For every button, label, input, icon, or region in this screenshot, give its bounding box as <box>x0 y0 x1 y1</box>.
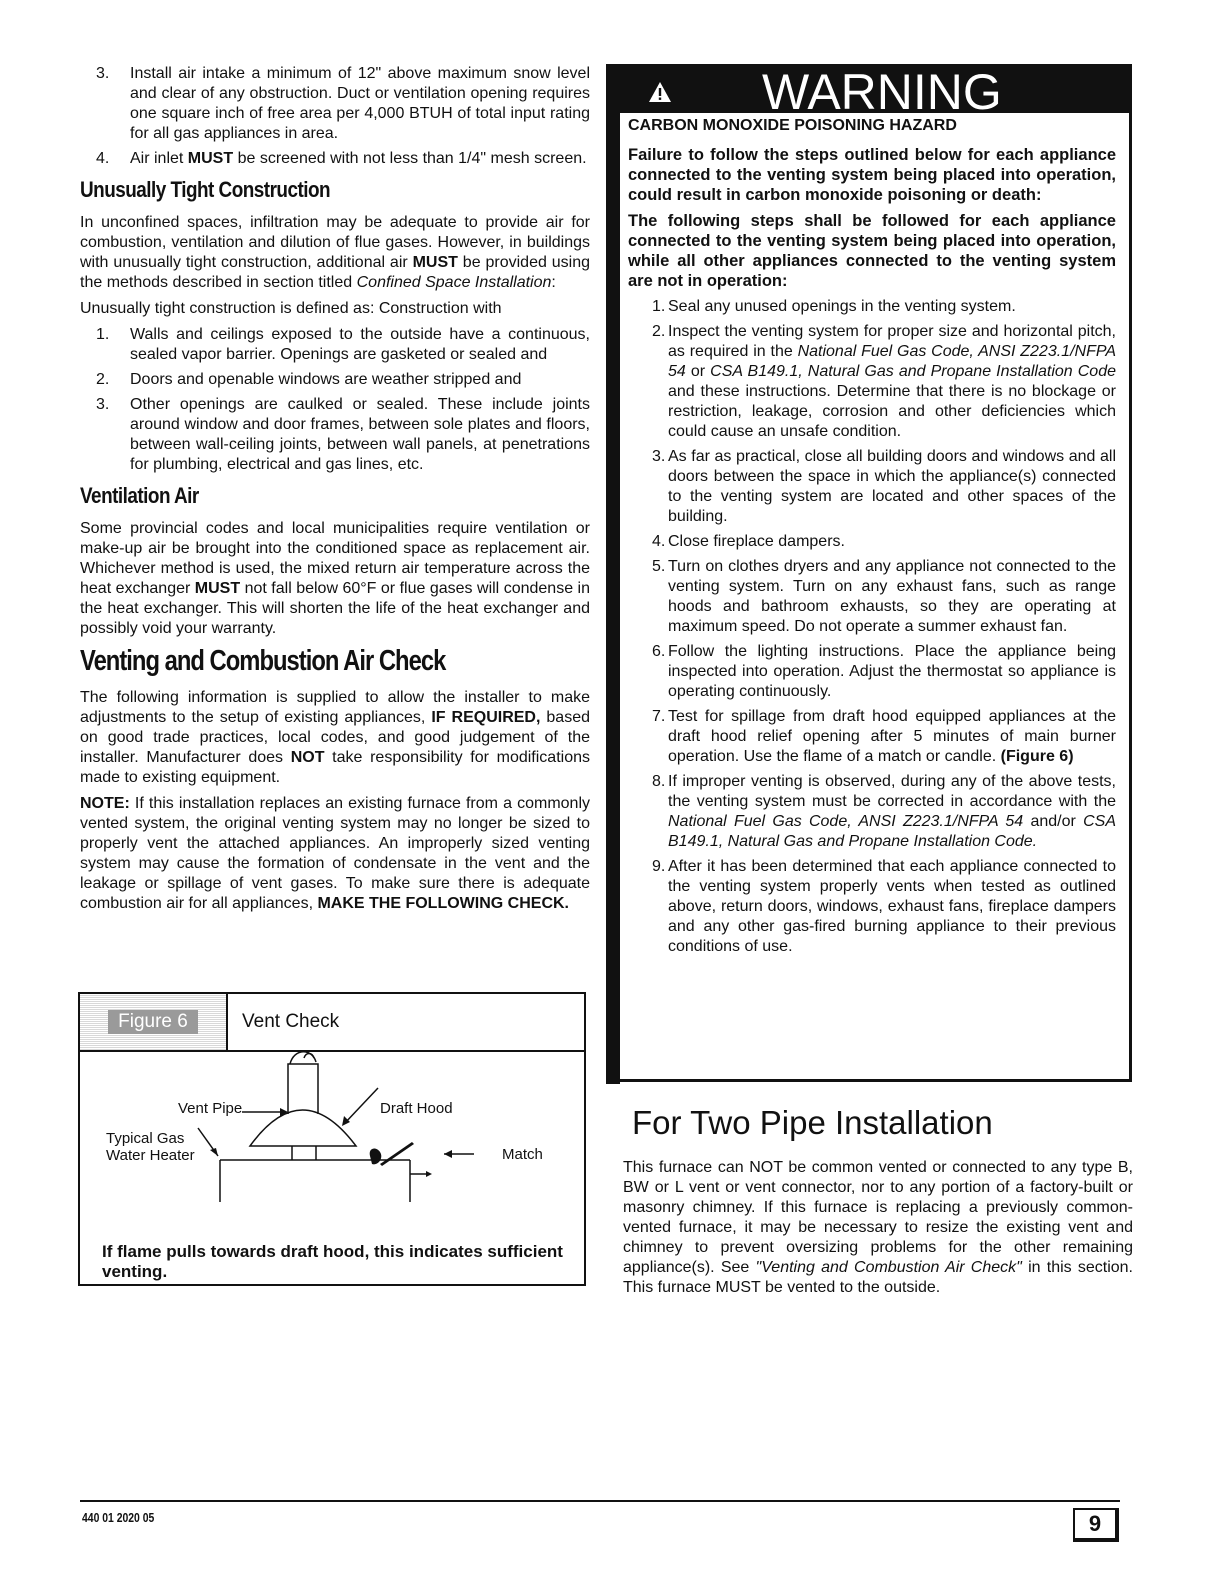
warning-triangle-icon <box>648 81 672 103</box>
note-paragraph: NOTE: If this installation replaces an existing furnace from a commonly vented system, the original venting system may no longer be sized to properly vent the attached appliances. An improperly sized venting system may cause the formation of condensate in the vent and the leakage or spillage of vent gases. To make sure there is adequate combustion air for all appliances, MAKE THE FOLLOWING CHECK. <box>80 795 590 912</box>
list-item: 2. Inspect the venting system for proper size and horizontal pitch, as required in the National Fuel Gas Code, ANSI Z223.1/NFPA 54 or CSA B149.1, Natural Gas and Propane Installation Code and these instructions. Determine that there is no blockage or restriction, leakage, corrosion and other deficiencies which could cause an unsafe condition. <box>652 323 1116 440</box>
ventilation-paragraph: Some provincial codes and local municipalities require ventilation or make-up air be brought into the conditioned space as replacement air. Whichever method is used, the mixed return air temperature across the heat exchanger MUST not fall below 60°F or flue gases will condense in the heat exchanger. This will shorten the life of the heat exchanger and possibly void your warranty. <box>80 520 591 637</box>
list-item: 4. Close fireplace dampers. <box>652 533 845 550</box>
draft-hood <box>250 1110 356 1146</box>
two-pipe-heading: For Two Pipe Installation <box>632 1104 993 1141</box>
flame-icon <box>370 1149 382 1165</box>
warning-title: WARNING <box>762 64 1002 120</box>
intake-list <box>80 64 590 169</box>
match-icon <box>380 1142 414 1166</box>
figure-tag: Figure 6 <box>80 994 228 1050</box>
two-pipe-section <box>623 1158 1133 1304</box>
tight-paragraph: In unconfined spaces, infiltration may be adequate to provide air for combustion, ventilation and dilution of flue gases. However, in buildings with unusually tight construction, additional air MUST be provided using the methods described in section titled Confined Space Installation: <box>80 214 590 291</box>
list-item: 4. Air inlet MUST be screened with not less than 1/4" mesh screen. <box>96 150 587 167</box>
footer-rule <box>80 1500 1120 1502</box>
match-label: Match <box>502 1146 543 1163</box>
two-pipe-paragraph: This furnace can NOT be common vented or connected to any type B, BW or L vent or vent connector, nor to any portion of a factory-built or masonry chimney. If this furnace is replacing a previously common-vented furnace, it may be necessary to resize the existing vent and chimney to prevent oversizing problems for the other remaining appliance(s). See "Venting and Combustion Air Check" in this section. This furnace MUST be vented to the outside. <box>623 1159 1134 1296</box>
figure-vent-check <box>78 992 586 1286</box>
draft-hood-label: Draft Hood <box>380 1100 453 1117</box>
tight-list <box>80 325 590 475</box>
vent-pipe <box>288 1064 318 1114</box>
list-item: 3. As far as practical, close all building doors and windows and all doors between the space in which the appliance(s) connected to the venting system are located and other spaces of the building. <box>652 448 1116 525</box>
figure-caption: If flame pulls towards draft hood, this indicates sufficient venting. <box>102 1242 563 1281</box>
hazard-title: CARBON MONOXIDE POISONING HAZARD <box>628 117 957 134</box>
list-item: 3. Install air intake a minimum of 12" above maximum snow level and clear of any obstruction. Duct or ventilation opening requires one square inch of free area per 4,000 BTUH of total input rating for all gas appliances in area. <box>96 65 590 142</box>
figure-title: Vent Check <box>242 1011 340 1032</box>
water-heater-body <box>220 1160 410 1202</box>
document-code: 440 01 2020 05 <box>82 1510 155 1525</box>
ventilation-air-heading: Ventilation Air <box>80 483 199 508</box>
warning-intro: Failure to follow the steps outlined below for each appliance connected to the venting system being placed into operation, could result in carbon monoxide poisoning or death: <box>628 146 1116 204</box>
list-item: 7. Test for spillage from draft hood equipped appliances at the draft hood relief opening after 5 minutes of main burner operation. Use the flame of a match or candle. (Figure 6) <box>652 708 1116 765</box>
page-number: 9 <box>1073 1508 1119 1542</box>
warning-box <box>606 64 1132 1084</box>
vent-pipe-label: Vent Pipe <box>178 1100 243 1117</box>
heater-label: Typical Gas Water Heater <box>106 1130 195 1164</box>
draft-hood-arrow <box>344 1088 378 1124</box>
list-item: 5. Turn on clothes dryers and any appliance not connected to the venting system. Turn on any exhaust fans, such as range hoods and bathroom exhausts, so they are operating at maximum speed. Do not operate a summer exhaust fan. <box>652 558 1116 635</box>
list-item: 3. Other openings are caulked or sealed. These include joints around window and door frames, between sole plates and floors, between wall-ceiling joints, between wall panels, at penetrations for plumbing, electrical and gas lines, etc. <box>96 396 590 473</box>
left-column <box>80 64 590 920</box>
list-item: 6. Follow the lighting instructions. Place the appliance being inspected into operation. Adjust the thermostat so appliance is operating continuously. <box>652 643 1116 700</box>
warning-steps-intro: The following steps shall be followed for each appliance connected to the venting system being placed into operation, while all other appliances connected to the venting system are not in operation: <box>628 212 1116 290</box>
list-item: 1. Seal any unused openings in the venting system. <box>652 298 1016 315</box>
list-item: 1. Walls and ceilings exposed to the outside have a continuous, sealed vapor barrier. Openings are gasketed or sealed and <box>96 326 590 363</box>
tight-construction-heading: Unusually Tight Construction <box>80 177 331 202</box>
venting-check-heading: Venting and Combustion Air Check <box>80 645 446 677</box>
list-item: 8. If improper venting is observed, during any of the above tests, the venting system must be corrected in accordance with the National Fuel Gas Code, ANSI Z223.1/NFPA 54 and/or CSA B149.1, Natural Gas and Propane Installation Code. <box>652 773 1116 850</box>
figure-header <box>80 994 584 1052</box>
figure-diagram <box>80 1052 584 1284</box>
warning-bar <box>606 64 620 1084</box>
warning-header <box>620 64 1129 120</box>
list-item: 9. After it has been determined that each appliance connected to the venting system properly vents when tested as outlined above, return doors, windows, exhaust fans, fireplace dampers and any other gas-fired burning appliance to their previous conditions of use. <box>652 858 1116 955</box>
list-item: 2. Doors and openable windows are weather stripped and <box>96 371 522 388</box>
warning-steps <box>628 297 1116 957</box>
tight-definition: Unusually tight construction is defined as: Construction with <box>80 300 502 317</box>
venting-paragraph: The following information is supplied to allow the installer to make adjustments to the setup of existing appliances, IF REQUIRED, based on good trade practices, local codes, and good judgement of the installer. Manufacturer does NOT take responsibility for modifications made to existing equipment. <box>80 689 591 786</box>
